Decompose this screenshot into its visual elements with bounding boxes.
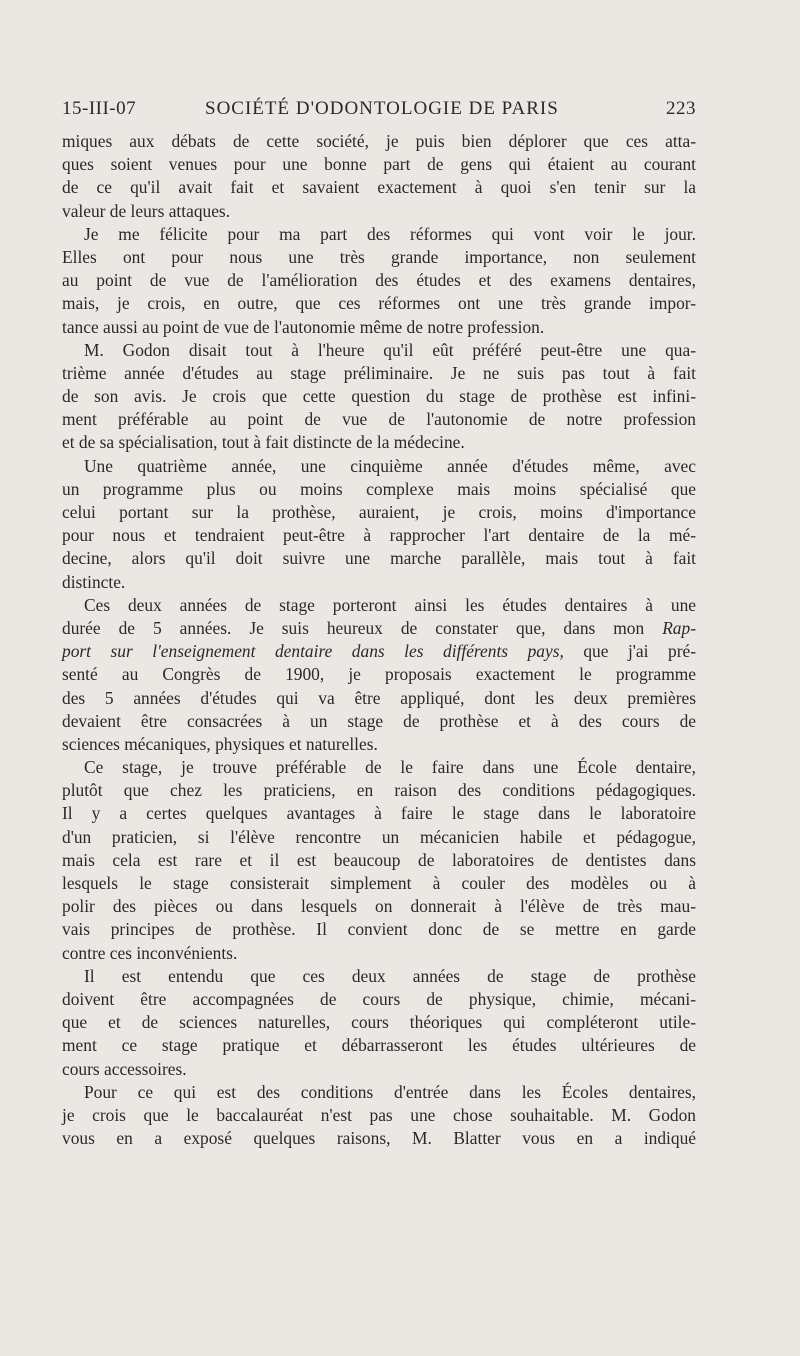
text-line: [62, 524, 696, 547]
line-text: celui portant sur la prothèse, auraient, je crois, moins d'importance: [62, 502, 696, 522]
text-line: [62, 431, 696, 454]
text-line: [62, 779, 696, 802]
text-line: [62, 942, 696, 965]
line-text: ment préférable au point de vue de l'autonomie de notre profession: [62, 409, 696, 430]
text-line: [62, 802, 696, 825]
text-line: [62, 756, 696, 779]
line-text: devaient être consacrées à un stage de prothèse et à des cours de: [62, 710, 696, 731]
line-text: de son avis. Je crois que cette question du stage de prothèse est infini-: [62, 386, 696, 407]
text-line: [62, 478, 696, 501]
line-text: Ce stage, je trouve préférable de le faire dans une École dentaire,: [84, 757, 696, 778]
line-text: valeur de leurs attaques.: [62, 200, 231, 221]
line-text: Elles ont pour nous une très grande importance, non seulement: [62, 246, 696, 267]
text-line: [62, 617, 696, 640]
line-text: miques aux débats de cette société, je puis bien déplorer que ces atta-: [62, 131, 696, 151]
line-text: mais cela est rare et il est beaucoup de laboratoires de dentistes dans: [62, 849, 696, 870]
line-text: ment ce stage pratique et débarrasseront les études ultérieures de: [62, 1035, 696, 1056]
text-line: [62, 872, 696, 895]
line-text: durée de 5 années. Je suis heureux de constater que, dans mon: [62, 617, 663, 638]
text-line: [62, 176, 696, 199]
line-text: mais, je crois, en outre, que ces réformes ont une très grande impor-: [62, 293, 696, 314]
text-line: [62, 153, 696, 176]
line-text: lesquels le stage consisterait simplement à couler des modèles ou à: [62, 873, 696, 893]
line-text: d'un praticien, si l'élève rencontre un mécanicien habile et pédagogue,: [62, 826, 696, 847]
text-line: [62, 408, 696, 431]
line-text: je crois que le baccalauréat n'est pas une chose souhaitable. M. Godon: [62, 1104, 696, 1125]
line-text: et de sa spécialisation, tout à fait distincte de la médecine.: [62, 432, 465, 453]
text-line: [62, 918, 696, 941]
text-line: [62, 1081, 696, 1104]
text-line: [62, 571, 696, 594]
line-italic-text: Rap-: [662, 617, 696, 638]
line-text: ques soient venues pour une bonne part de gens qui étaient au courant: [62, 154, 696, 175]
line-text: un programme plus ou moins complexe mais moins spécialisé que: [62, 478, 696, 499]
text-line: [62, 547, 696, 570]
text-line: [62, 246, 696, 269]
text-line: [62, 1104, 696, 1127]
line-italic-text: port sur l'enseignement dentaire dans les différents pays,: [62, 641, 564, 662]
line-text: des 5 années d'études qui va être appliqué, dont les deux premières: [62, 687, 696, 708]
line-text: Il est entendu que ces deux années de stage de prothèse: [84, 965, 696, 986]
text-line: [62, 895, 696, 918]
text-line: [62, 826, 696, 849]
line-text: de ce qu'il avait fait et savaient exactement à quoi s'en tenir sur la: [62, 177, 696, 198]
text-line: [62, 1127, 696, 1150]
line-text: vais principes de prothèse. Il convient donc de se mettre en garde: [62, 919, 696, 940]
text-line: [62, 385, 696, 408]
line-text: polir des pièces ou dans lesquels on donnerait à l'élève de très mau-: [62, 896, 696, 917]
text-line: [62, 339, 696, 362]
line-text: Pour ce qui est des conditions d'entrée dans les Écoles dentaires,: [84, 1081, 696, 1102]
line-text: trième année d'études au stage préliminaire. Je ne suis pas tout à fait: [62, 362, 696, 383]
text-line: [62, 501, 696, 524]
line-text: M. Godon disait tout à l'heure qu'il eût préféré peut-être une qua-: [84, 339, 696, 360]
line-text: pour nous et tendraient peut-être à rapprocher l'art dentaire de la mé-: [62, 525, 696, 546]
text-line: [62, 1011, 696, 1034]
line-text: contre ces inconvénients.: [62, 942, 238, 963]
line-text: que et de sciences naturelles, cours théoriques qui compléteront utile-: [62, 1012, 696, 1033]
header-date: 15-III-07: [62, 98, 137, 119]
line-text: Je me félicite pour ma part des réformes qui vont voir le jour.: [84, 223, 696, 244]
running-header: [62, 98, 696, 126]
line-text: cours accessoires.: [62, 1058, 187, 1079]
text-line: [62, 849, 696, 872]
line-text: sciences mécaniques, physiques et naturelles.: [62, 733, 378, 754]
line-text: senté au Congrès de 1900, je proposais exactement le programme: [62, 664, 696, 685]
line-text: Il y a certes quelques avantages à faire le stage dans le laboratoire: [62, 803, 696, 824]
line-text: Une quatrième année, une cinquième année d'études même, avec: [84, 455, 696, 476]
text-line: [62, 594, 696, 617]
line-text: plutôt que chez les praticiens, en raison des conditions pédagogiques.: [62, 780, 696, 801]
body-text: [62, 130, 696, 1150]
line-text: tance aussi au point de vue de l'autonomie même de notre profession.: [62, 316, 545, 337]
line-text: vous en a exposé quelques raisons, M. Blatter vous en a indiqué: [62, 1128, 696, 1149]
text-line: [62, 1058, 696, 1081]
text-line: [62, 687, 696, 710]
text-line: [62, 965, 696, 988]
text-line: [62, 663, 696, 686]
text-line: [62, 455, 696, 478]
text-line: [62, 200, 696, 223]
header-title: SOCIÉTÉ D'ODONTOLOGIE DE PARIS: [205, 98, 559, 119]
text-line: [62, 130, 696, 153]
text-line: [62, 362, 696, 385]
text-line: [62, 733, 696, 756]
text-line: [62, 223, 696, 246]
page-number: 223: [666, 98, 696, 119]
line-text: au point de vue de l'amélioration des études et des examens dentaires,: [62, 270, 696, 291]
line-text: Ces deux années de stage porteront ainsi les études dentaires à une: [84, 594, 696, 615]
text-line: [62, 316, 696, 339]
text-line: [62, 269, 696, 292]
text-line: [62, 988, 696, 1011]
line-text: distincte.: [62, 571, 126, 592]
text-line: [62, 292, 696, 315]
text-line: [62, 1034, 696, 1057]
line-text: decine, alors qu'il doit suivre une marche parallèle, mais tout à fait: [62, 548, 696, 569]
text-line: [62, 710, 696, 733]
text-line: [62, 640, 696, 663]
line-after-text: que j'ai pré-: [563, 641, 696, 662]
line-text: doivent être accompagnées de cours de physique, chimie, mécani-: [62, 988, 696, 1009]
